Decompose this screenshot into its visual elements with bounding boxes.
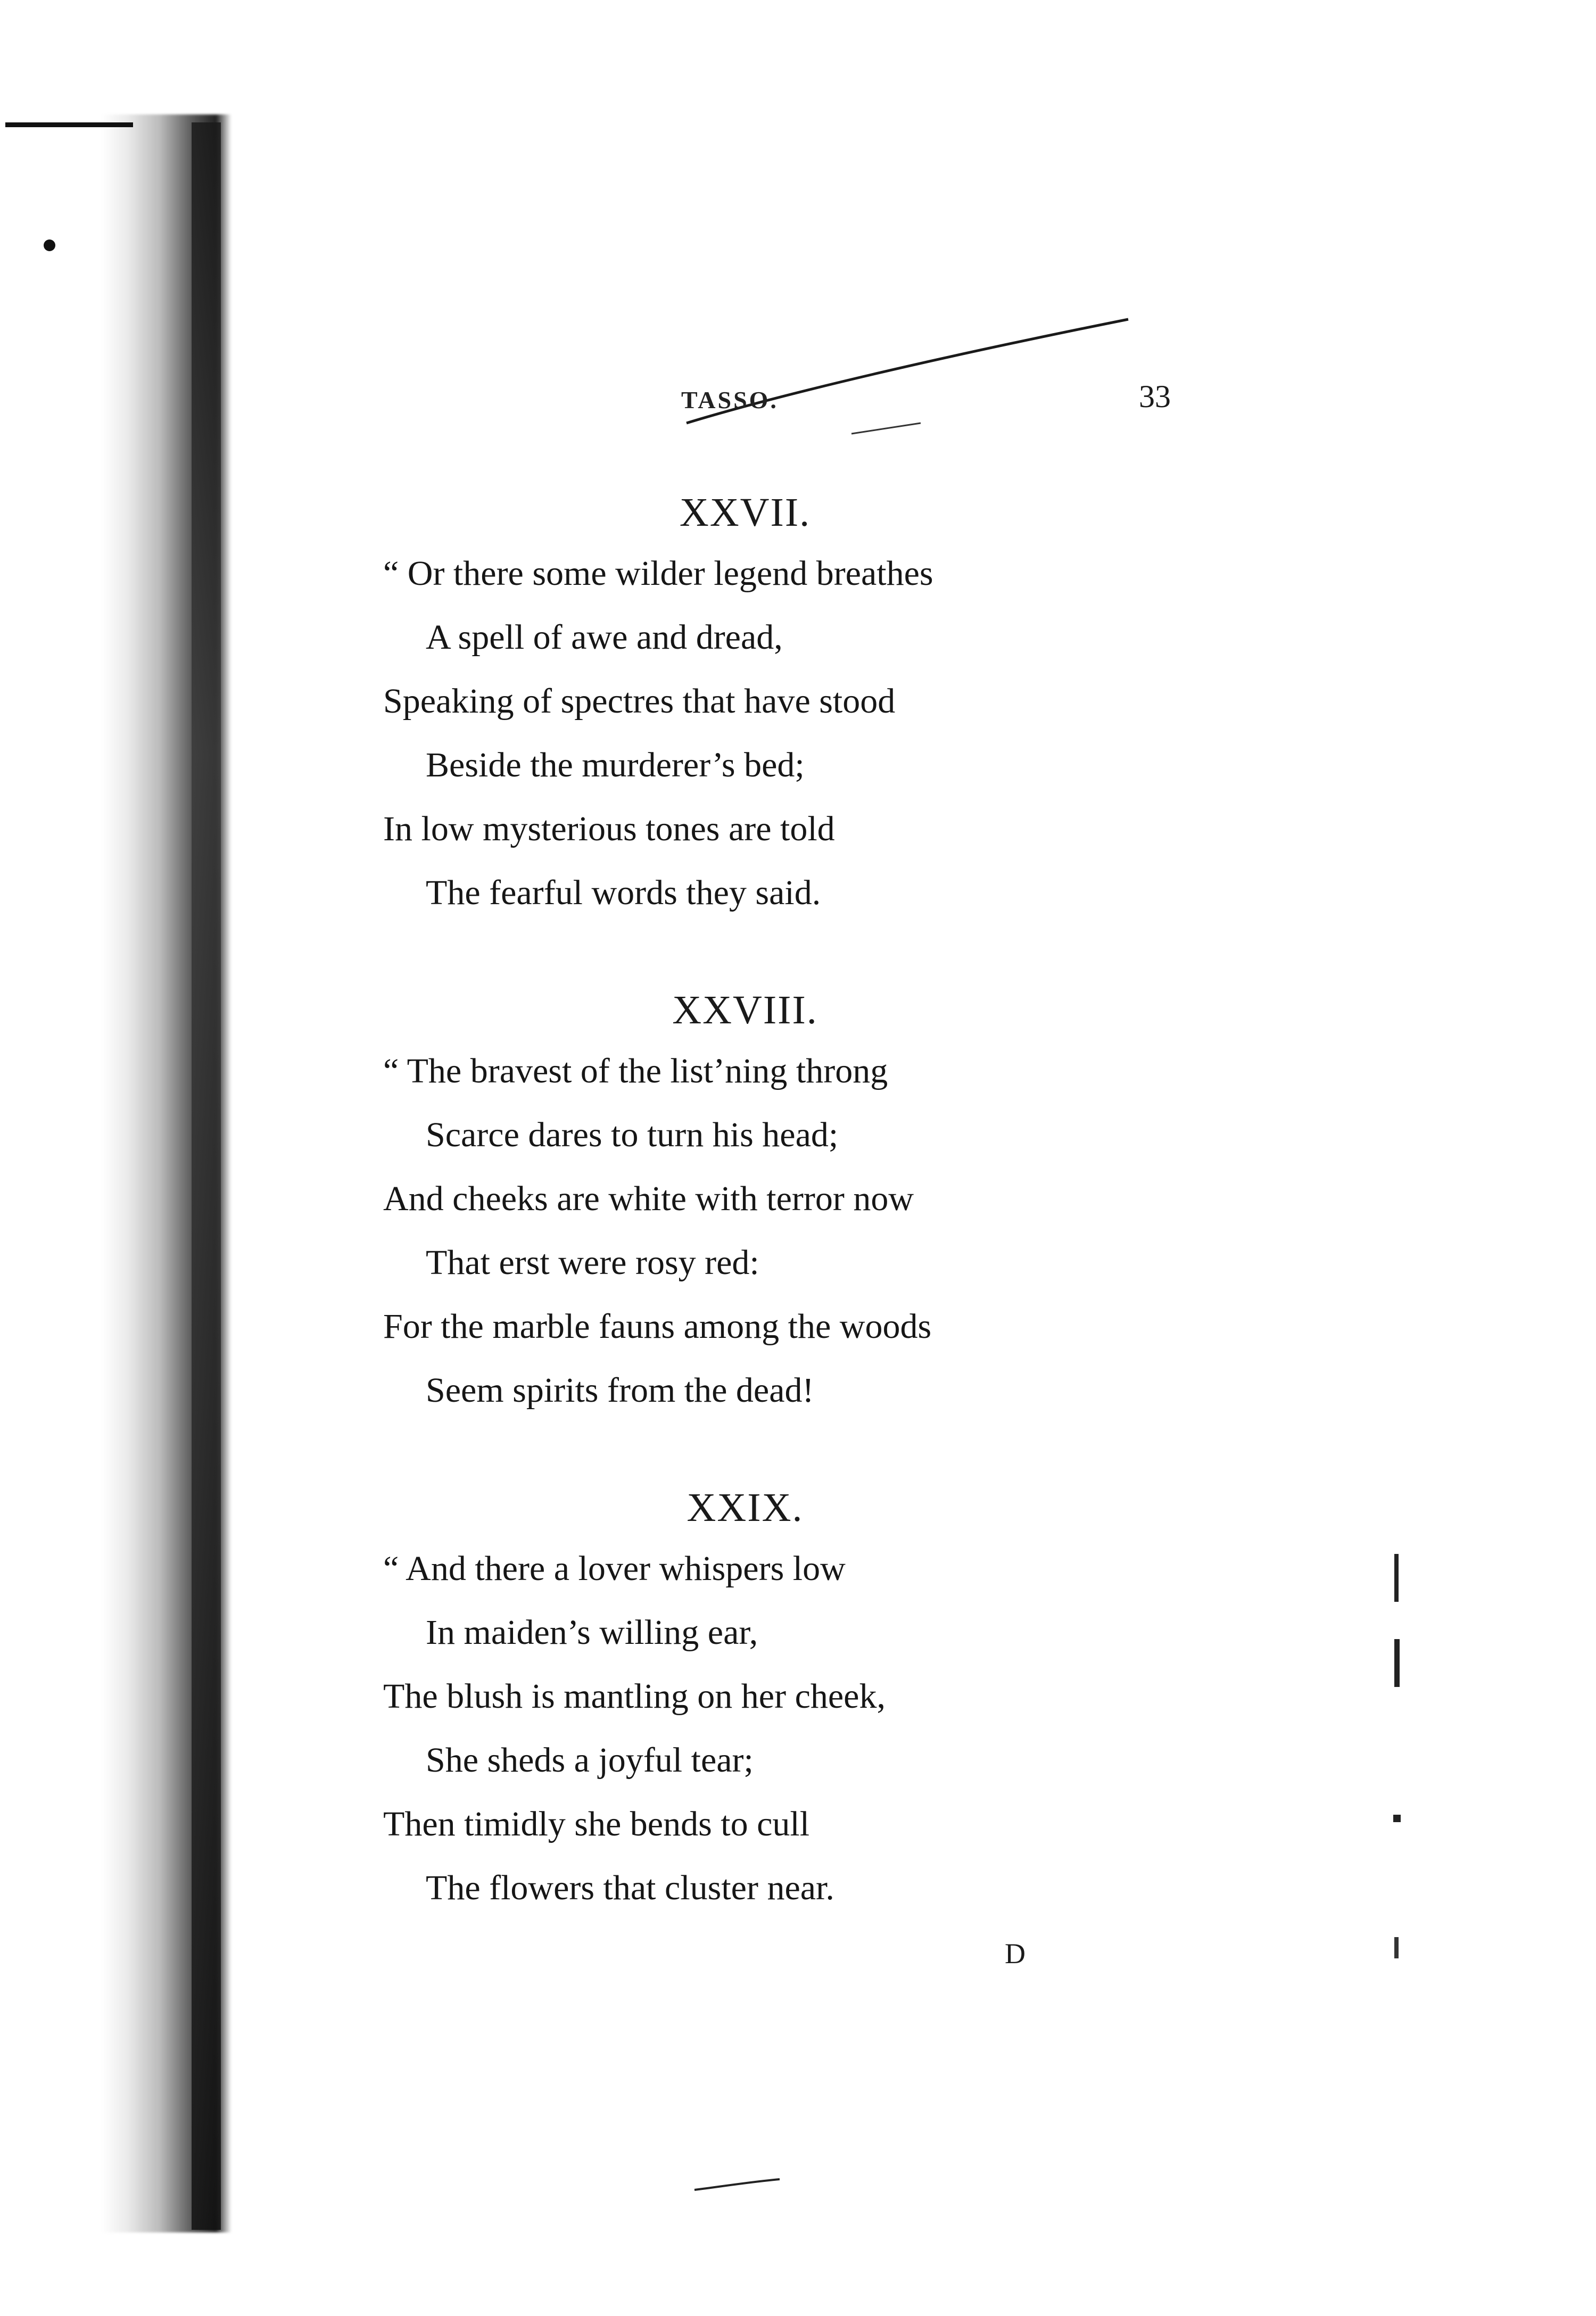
verse-line: She sheds a joyful tear;: [426, 1741, 754, 1780]
verse-line: “ Or there some wilder legend breathes: [383, 554, 933, 593]
verse-line: That erst were rosy red:: [426, 1243, 759, 1282]
verse-line: A spell of awe and dread,: [426, 618, 783, 657]
edge-specks: [1384, 80, 1490, 2262]
top-left-rule: [5, 122, 133, 127]
ink-speck: [44, 239, 55, 251]
verse-line: “ The bravest of the list’ning throng: [383, 1052, 888, 1090]
stanza-number: XXVII.: [679, 490, 811, 535]
verse-line: For the marble fauns among the woods: [383, 1307, 932, 1346]
running-title: TASSO.: [681, 386, 779, 413]
verse-line: “ And there a lover whispers low: [383, 1549, 846, 1588]
binding-edge: [192, 122, 221, 2230]
verse-line: The blush is mantling on her cheek,: [383, 1677, 886, 1716]
verse-line: The flowers that cluster near.: [426, 1868, 834, 1907]
verse-line: Beside the murderer’s bed;: [426, 746, 805, 784]
verse-line: And cheeks are white with terror now: [383, 1179, 914, 1218]
verse-line: In maiden’s willing ear,: [426, 1613, 758, 1652]
verse-line: In low mysterious tones are told: [383, 809, 835, 848]
verse-line: Seem spirits from the dead!: [426, 1371, 814, 1410]
verse-line: Scarce dares to turn his head;: [426, 1115, 839, 1154]
ink-stroke-mark: [692, 2177, 782, 2193]
page-number: 33: [1139, 379, 1171, 414]
stanza-number: XXVIII.: [672, 988, 818, 1032]
verse-line: The fearful words they said.: [426, 873, 821, 912]
stanza-number: XXIX.: [687, 1485, 804, 1530]
verse-line: Speaking of spectres that have stood: [383, 682, 896, 721]
signature-mark: D: [1005, 1938, 1026, 1970]
verse-line: Then timidly she bends to cull: [383, 1805, 810, 1843]
page-header: [681, 381, 1213, 423]
